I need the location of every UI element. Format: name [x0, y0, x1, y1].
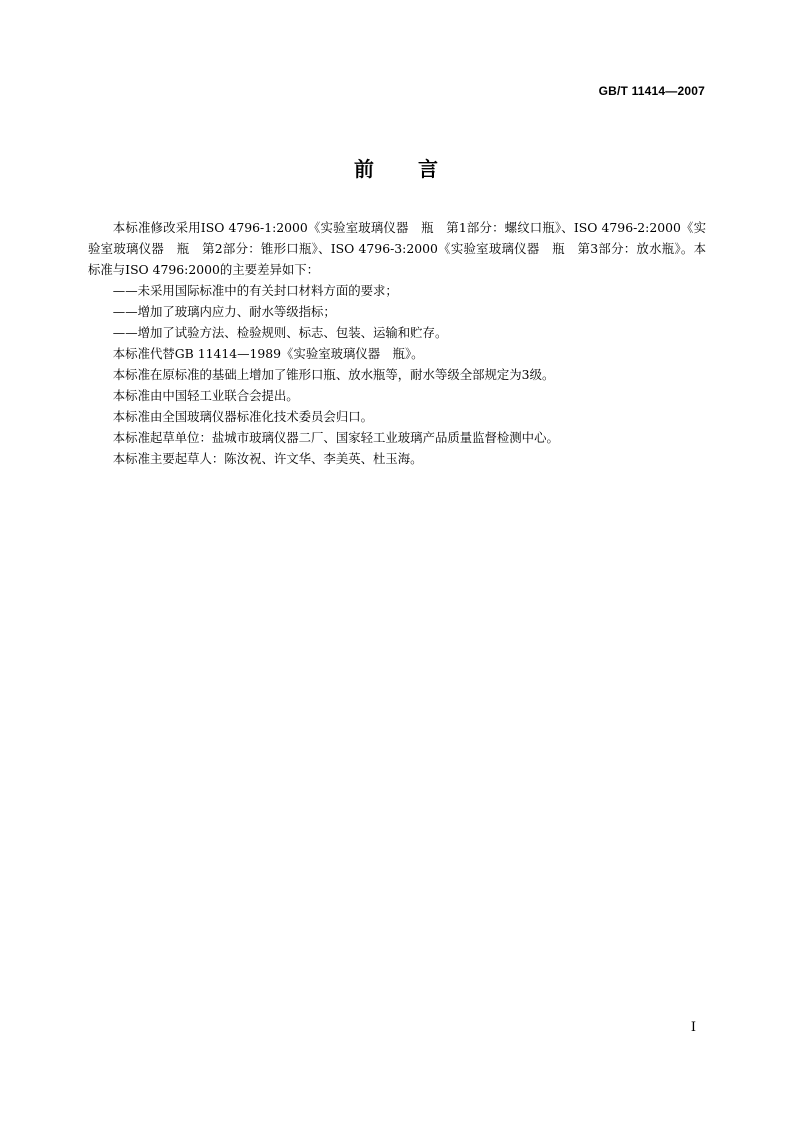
paragraph-replaces: 本标准代替GB 11414—1989《实验室玻璃仪器 瓶》。 [112, 346, 424, 361]
title-char-1: 前 [354, 157, 376, 181]
paragraph-proposed-by: 本标准由中国轻工业联合会提出。 [112, 388, 299, 403]
page-title [0, 153, 794, 182]
standard-code: GB/T 11414—2007 [598, 84, 705, 98]
paragraph-additions: 本标准在原标准的基础上增加了锥形口瓶、放水瓶等，耐水等级全部规定为3级。 [112, 367, 555, 382]
difference-item-1: ——未采用国际标准中的有关封口材料方面的要求； [112, 283, 398, 298]
paragraph-under-jurisdiction: 本标准由全国玻璃仪器标准化技术委员会归口。 [112, 409, 373, 424]
difference-item-3: ——增加了试验方法、检验规则、标志、包装、运输和贮存。 [112, 325, 448, 340]
paragraph-adoption: 本标准修改采用ISO 4796-1:2000《实验室玻璃仪器 瓶 第1部分：螺纹口瓶》、ISO 4796-2:2000《实验室玻璃仪器 瓶 第2部分：锥形口瓶》、ISO 4796-3:2000《实验室玻璃仪器 瓶 第3部分：放水瓶》。本标准与ISO 4796:2000的主要差异如下： [88, 220, 706, 277]
paragraph-drafting-units: 本标准起草单位：盐城市玻璃仪器二厂、国家轻工业玻璃产品质量监督检测中心。 [112, 430, 559, 445]
foreword-body [88, 217, 706, 469]
paragraph-drafters: 本标准主要起草人：陈汝祝、许文华、李美英、杜玉海。 [112, 451, 423, 466]
page-number: I [690, 1020, 696, 1035]
difference-item-2: ——增加了玻璃内应力、耐水等级指标； [112, 304, 336, 319]
title-char-2: 言 [418, 157, 440, 181]
